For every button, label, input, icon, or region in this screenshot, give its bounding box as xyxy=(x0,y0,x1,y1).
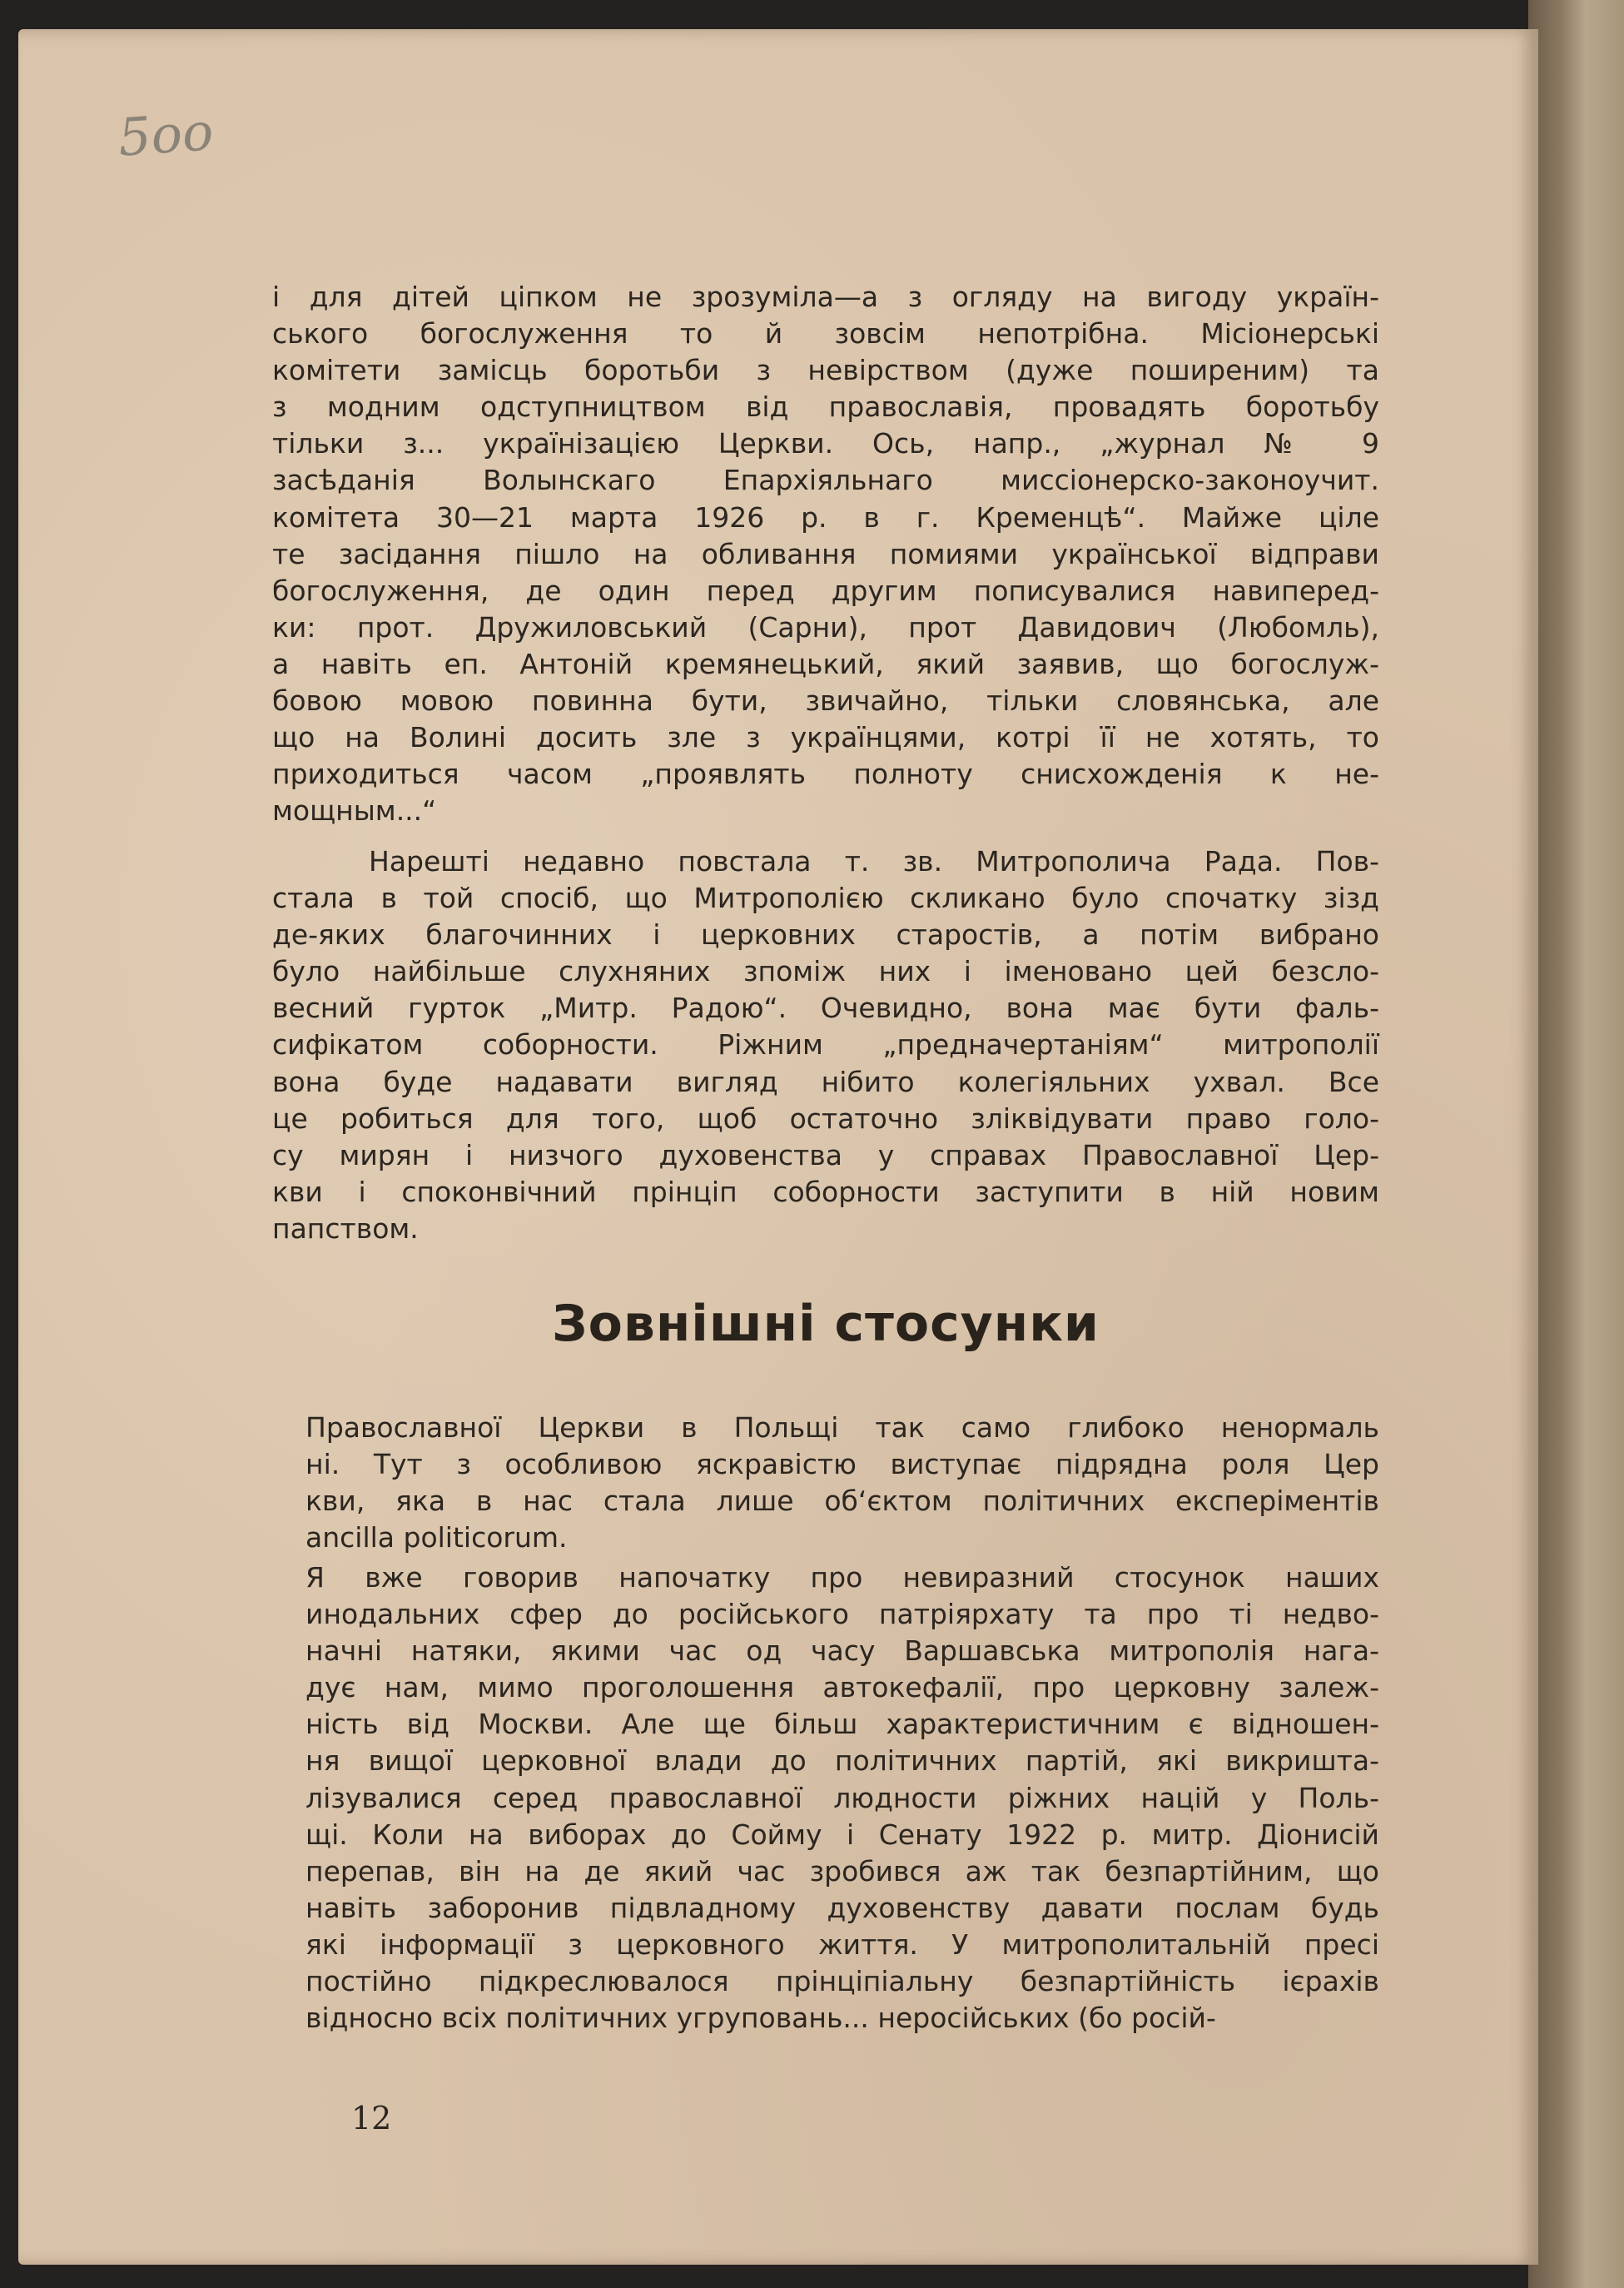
paragraph-2 xyxy=(272,843,1379,1247)
text-line: су мирян і низчого духовенства у справах Православної Цер- xyxy=(272,1138,1379,1171)
text-line: які інформації з церковного життя. У митрополитальній пресі xyxy=(305,1927,1379,1961)
text-line: начні натяки, якими час од часу Варшавська митрополія нага- xyxy=(305,1634,1379,1668)
text-line: стала в той спосіб, що Митрополією скликано було спочатку зізд xyxy=(272,882,1379,915)
text-line: а навіть еп. Антоній кремянецький, який заявив, що богослуж- xyxy=(272,647,1379,680)
text-line: щі. Коли на виборах до Сойму і Сенату 1922 р. митр. Діонисій xyxy=(305,1818,1379,1851)
text-line: постійно підкреслювалося прінціпіальну безпартійність ієрахів xyxy=(305,1965,1379,1998)
text-line: мощным...“ xyxy=(272,794,437,828)
text-line: инодальних сфер до російського патріярхату та про ті недво- xyxy=(305,1598,1379,1631)
text-line: вона буде надавати вигляд нібито колегіяльних ухвал. Все xyxy=(272,1065,1379,1098)
text-line: з модним одступництвом від православія, провадять боротьбу xyxy=(272,390,1379,424)
book-page xyxy=(18,29,1538,2265)
text-line: що на Волині досить зле з українцями, котрі її не хотять, то xyxy=(272,721,1379,754)
text-line: ancilla politicorum. xyxy=(305,1521,568,1554)
text-line: навіть заборонив підвладному духовенству давати послам будь xyxy=(305,1891,1379,1924)
text-line: богослуження, де один перед другим пописувалися навиперед- xyxy=(272,574,1379,607)
text-line: те засідання пішло на обливання помиями української відправи xyxy=(272,537,1379,570)
book-spine-edge xyxy=(1528,0,1624,2288)
text-line: папством. xyxy=(272,1211,419,1245)
handwritten-annotation: 5oo xyxy=(116,101,216,168)
text-line: Нарешті недавно повстала т. зв. Митрополича Рада. Пов- xyxy=(369,845,1379,878)
paragraph-4 xyxy=(305,1559,1379,2037)
text-line: тільки з... українізацією Церкви. Ось, напр., „журнал № 9 xyxy=(272,427,1379,460)
text-line: ки: прот. Дружиловський (Сарни), прот Давидович (Любомль), xyxy=(272,610,1379,644)
text-line: комітети замісць боротьби з невірством (дуже поширеним) та xyxy=(272,354,1379,387)
text-line: кви, яка в нас стала лише об‘єктом політичних експеріментів xyxy=(305,1485,1379,1518)
paragraph-3 xyxy=(305,1410,1379,1556)
text-line: ність від Москви. Але ще більш характеристичним є відношен- xyxy=(305,1708,1379,1741)
text-line: кви і споконвічний прінціп соборности заступити в ній новим xyxy=(272,1175,1379,1208)
text-line: відносно всіх політичних угруповань... неросійських (бо росій- xyxy=(305,2002,1216,2035)
text-line: перепав, він на де який час зробився аж так безпартійним, що xyxy=(305,1854,1379,1888)
text-line: дує нам, мимо проголошення автокефалії, про церковну залеж- xyxy=(305,1671,1379,1704)
text-line: лізувалися серед православної людности ріжних націй у Поль- xyxy=(305,1781,1379,1814)
text-line: весний гурток „Митр. Радою“. Очевидно, вона має бути фаль- xyxy=(272,992,1379,1025)
text-line: комітета 30—21 марта 1926 р. в г. Кременцѣ“. Майже ціле xyxy=(272,500,1379,534)
text-line: Я вже говорив напочатку про невиразний стосунок наших xyxy=(305,1561,1379,1594)
text-line: і для дітей ціпком не зрозуміла—а з огляду на вигоду україн- xyxy=(272,281,1379,313)
text-line: було найбільше слухняних зпоміж них і іменовано цей безсло- xyxy=(272,955,1379,988)
page-number: 12 xyxy=(351,2100,392,2136)
text-line: де-яких благочинних і церковних старостів, а потім вибрано xyxy=(272,918,1379,952)
text-line: Православної Церкви в Польщі так само глибоко ненормаль xyxy=(305,1411,1379,1444)
text-line: ня вищої церковної влади до політичних партій, які викришта- xyxy=(305,1744,1379,1778)
section-heading: Зовнішні стосунки xyxy=(552,1295,1100,1353)
text-line: сифікатом соборности. Ріжним „предначертаніям“ митрополії xyxy=(272,1028,1379,1062)
text-line: засѣданія Волынскаго Епархіяльнаго миссіонерско-законоучит. xyxy=(272,464,1379,497)
text-line: це робиться для того, щоб остаточно зліквідувати право голо- xyxy=(272,1102,1379,1135)
paragraph-1 xyxy=(272,279,1379,829)
text-line: бовою мовою повинна бути, звичайно, тільки словянська, але xyxy=(272,684,1379,718)
text-line: ського богослуження то й зовсім непотрібна. Місіонерські xyxy=(272,317,1379,351)
text-line: приходиться часом „проявлять полноту снисхожденія к не- xyxy=(272,758,1379,791)
text-line: ні. Тут з особливою яскравістю виступає підрядна роля Цер xyxy=(305,1448,1379,1481)
